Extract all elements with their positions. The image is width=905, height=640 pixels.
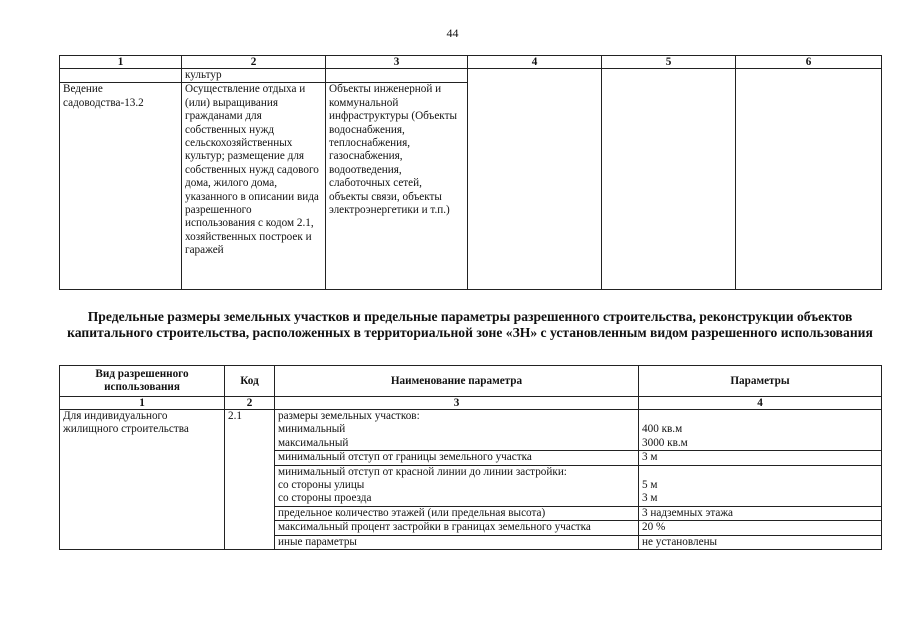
header-cell: Код xyxy=(225,366,275,397)
description-cell: Осуществление отдыха и (или) выращивания гражданами для собственных нужд сельскохозяйственных культур; размещение для собственных нужд садового дома, жилого дома, указанного в описании вида разрешенного использования с кодом 2.1, хозяйственных построек и гаражей xyxy=(182,83,326,290)
header-cell: Наименование параметра xyxy=(275,366,639,397)
code-cell: 2.1 xyxy=(225,410,275,550)
table-row xyxy=(60,69,882,83)
param-min-label: минимальный xyxy=(278,423,346,436)
table-header-row xyxy=(60,56,882,69)
empty-cell xyxy=(468,69,602,290)
header-cell: 4 xyxy=(468,56,602,69)
page-number: 44 xyxy=(446,26,459,40)
param-max-label: максимальный xyxy=(278,436,349,449)
permitted-use-table-continued xyxy=(59,55,882,290)
empty-cell xyxy=(736,69,882,290)
value-max: 3000 кв.м xyxy=(642,436,688,449)
value-street: 5 м xyxy=(642,479,658,492)
value-cell: 20 % xyxy=(639,521,882,535)
value-cell: не установлены xyxy=(639,535,882,549)
number-cell: 4 xyxy=(639,397,882,410)
param-setback-red: минимальный отступ от красной линии до линии застройки: xyxy=(278,465,567,478)
param-cell: предельное количество этажей (или предельная высота) xyxy=(275,506,639,520)
param-street-side: со стороны улицы xyxy=(278,479,365,492)
header-cell: Вид разрешенного использования xyxy=(60,366,225,397)
value-cell: 3 м xyxy=(639,451,882,465)
param-land-sizes: размеры земельных участков: xyxy=(278,410,420,422)
use-type-cell: Ведение садоводства-13.2 xyxy=(60,83,182,290)
header-cell: Параметры xyxy=(639,366,882,397)
number-cell: 3 xyxy=(275,397,639,410)
use-type-cell: Для индивидуального жилищного строительства xyxy=(60,410,225,550)
value-driveway: 3 м xyxy=(642,492,658,505)
table-header-row xyxy=(60,366,882,397)
auxiliary-use-cell: Объекты инженерной и коммунальной инфраструктуры (Объекты водоснабжения, теплоснабжения, газоснабжения, водоотведения, слаботочных сетей, объекты связи, объекты электроэнергетики и т.п.) xyxy=(326,83,468,290)
header-cell: 6 xyxy=(736,56,882,69)
param-cell: иные параметры xyxy=(275,535,639,549)
header-cell: 2 xyxy=(182,56,326,69)
table-number-row xyxy=(60,397,882,410)
parameters-table xyxy=(59,365,882,550)
value-min: 400 кв.м xyxy=(642,423,683,436)
value-cell: 3 надземных этажа xyxy=(639,506,882,520)
param-cell xyxy=(275,465,639,506)
header-cell: 1 xyxy=(60,56,182,69)
param-cell: минимальный отступ от границы земельного участка xyxy=(275,451,639,465)
header-cell: 5 xyxy=(602,56,736,69)
continuation-cell: культур xyxy=(182,69,326,83)
param-driveway-side: со стороны проезда xyxy=(278,492,372,505)
value-cell xyxy=(639,465,882,506)
param-cell: максимальный процент застройки в границах земельного участка xyxy=(275,521,639,535)
empty-cell xyxy=(602,69,736,290)
param-cell xyxy=(275,410,639,451)
table-row xyxy=(60,410,882,451)
section-title: Предельные размеры земельных участков и предельные параметры разрешенного строительства, реконструкции объектов капитального строительства, расположенных в территориальной зоне «ЗН» с установленным видом разрешенного использования xyxy=(67,309,873,341)
header-cell: 3 xyxy=(326,56,468,69)
value-cell xyxy=(639,410,882,451)
number-cell: 2 xyxy=(225,397,275,410)
number-cell: 1 xyxy=(60,397,225,410)
